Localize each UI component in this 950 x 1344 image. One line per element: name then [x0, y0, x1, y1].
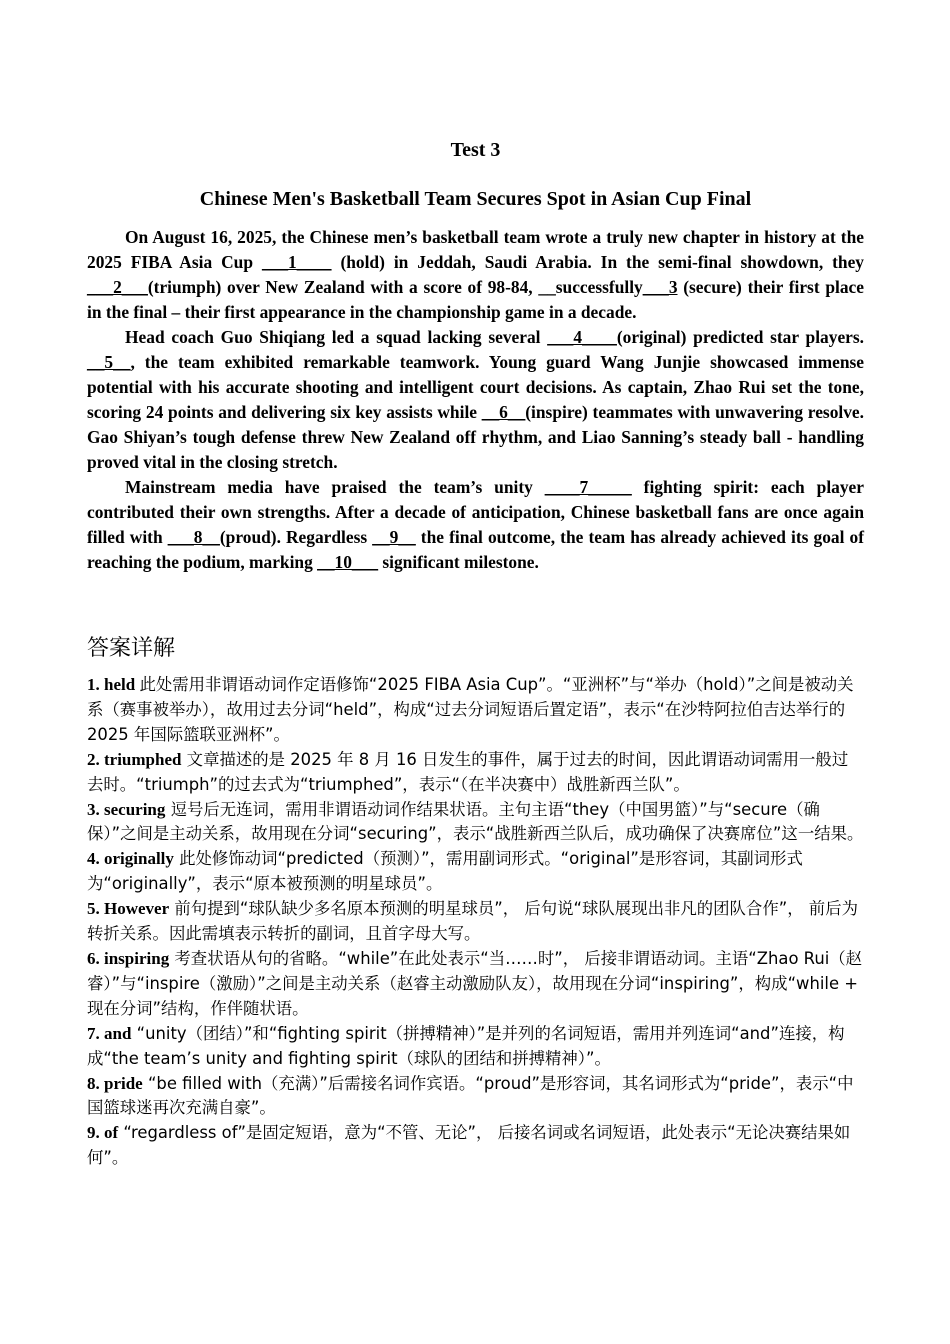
answer-explanation: “regardless of”是固定短语，意为“不管、无论”， 后接名词或名词短语，此处表示“无论决赛结果如何”。 [87, 1123, 851, 1168]
paragraph-text: (hold) in Jeddah, Saudi Arabia. In the semi-final showdown, they [331, 252, 864, 272]
answer-key: 5. However [87, 899, 170, 919]
answer-blank: ___3 [642, 277, 678, 297]
paragraph-text: (original) predicted star players. [616, 327, 864, 347]
paragraph-text: significant milestone. [378, 552, 539, 572]
test-title: Test 3 [450, 139, 501, 161]
answer-item [87, 847, 864, 897]
answer-item [87, 1072, 864, 1122]
answer-blank: ___2___ [87, 277, 148, 297]
answer-key: 9. of [87, 1123, 119, 1143]
paragraph-text: the final outcome, the team has already achieved its goal of reaching the podium, marking [87, 527, 864, 572]
answers-list [87, 673, 864, 1171]
answer-explanation: 考查状语从句的省略。“while”在此处表示“当……时”， 后接非谓语动词。主语“Zhao Rui（赵睿）”与“inspire（激励）”之间是主动关系（赵睿主动激励队友），故用现在分词“inspiring”，构成“while + 现在分词”结构，作伴随状语。 [87, 948, 863, 1018]
paragraph-text: Head coach Guo Shiqiang led a squad lacking several [125, 327, 548, 347]
answer-explanation: 前句提到“球队缺少多名原本预测的明星球员”， 后句说“球队展现出非凡的团队合作”， 前后为转折关系。因此需填表示转折的副词，且首字母大写。 [87, 899, 858, 944]
paragraph-text: On August 16, 2025, the Chinese men’s basketball team wrote a truly new chapter in history at the 2025 FIBA Asia Cup [87, 227, 864, 272]
answer-item [87, 897, 864, 947]
answer-key: 7. and [87, 1023, 132, 1043]
article-paragraph [87, 475, 864, 575]
answer-key: 4. originally [87, 849, 174, 869]
paragraph-text: fighting spirit: each player contributed their own strengths. After a decade of anticipation, Chinese basketball fans are once again filled with [87, 477, 864, 547]
answer-blank: __10___ [317, 552, 379, 572]
answer-key: 3. securing [87, 799, 166, 819]
article-body [87, 225, 864, 575]
answer-item [87, 1121, 864, 1171]
paragraph-text: (triumph) over New Zealand with a score of 98-84, __successfully [147, 277, 643, 297]
answer-explanation: 文章描述的是 2025 年 8 月 16 日发生的事件，属于过去的时间，因此谓语动词需用一般过去时。“triumph”的过去式为“triumphed”，表示“（在半决赛中）战胜新西兰队”。 [87, 749, 849, 794]
answer-item [87, 947, 864, 1022]
answer-item [87, 1022, 864, 1072]
article-paragraph [87, 225, 864, 325]
answer-key: 6. inspiring [87, 948, 170, 968]
answer-key: 2. triumphed [87, 749, 182, 769]
answer-explanation: 逗号后无连词，需用非谓语动词作结果状语。主句主语“they（中国男篮）”与“secure（确保）”之间是主动关系，故用现在分词“securing”，表示“战胜新西兰队后，成功确保了决赛席位”这一结果。 [87, 799, 864, 844]
answer-item [87, 748, 864, 798]
paragraph-text: (secure) their first place in the final – their first appearance in the championship game in a decade. [87, 277, 864, 322]
answer-blank: ___1____ [261, 252, 332, 272]
answer-key: 1. held [87, 675, 140, 694]
answer-item [87, 798, 864, 848]
answer-item [87, 673, 864, 748]
answer-explanation: 此处需用非谓语动词作定语修饰“2025 FIBA Asia Cup”。“亚洲杯”与“举办（hold）”之间是被动关系（赛事被举办），故用过去分词“held”，构成“过去分词短语后置定语”，表示“在沙特阿拉伯吉达举行的 2025 年国际篮联亚洲杯”。 [87, 675, 854, 744]
answer-explanation: 此处修饰动词“predicted（预测）”，需用副词形式。“original”是形容词，其副词形式为“originally”，表示“原本被预测的明星球员”。 [87, 849, 803, 894]
article-paragraph [87, 325, 864, 475]
answer-blank: ____7_____ [544, 477, 632, 497]
paragraph-text: (inspire) teammates with unwavering resolve. Gao Shiyan’s tough defense threw New Zealand off rhythm, and Liao Sanning’s steady ball - handling proved vital in the closing stretch. [87, 402, 864, 472]
answer-key: 8. pride [87, 1073, 143, 1093]
answers-heading: 答案详解 [87, 636, 176, 661]
answer-blank: ___8__ [167, 527, 220, 547]
paragraph-text: Mainstream media have praised the team’s unity [125, 477, 545, 497]
answer-blank: __6__ [481, 402, 526, 422]
answer-explanation: “be filled with（充满）”后需接名词作宾语。“proud”是形容词，其名词形式为“pride”，表示“中国篮球迷再次充满自豪”。 [87, 1073, 854, 1118]
answer-blank: __9__ [372, 527, 416, 547]
answer-explanation: “unity（团结）”和“fighting spirit（拼搏精神）”是并列的名词短语，需用并列连词“and”连接，构成“the team’s unity and fighting spirit（球队的团结和拼搏精神）”。 [87, 1023, 845, 1068]
article-title: Chinese Men's Basketball Team Secures Spot in Asian Cup Final [199, 188, 752, 210]
paragraph-text: , the team exhibited remarkable teamwork. Young guard Wang Junjie showcased immense potential with his accurate shooting and intelligent court decisions. As captain, Zhao Rui set the tone, scoring 24 points and delivering six key assists while [87, 352, 864, 422]
answer-blank: ___4____ [547, 327, 617, 347]
answer-blank: __5__ [87, 352, 131, 372]
paragraph-text: (proud). Regardless [219, 527, 373, 547]
